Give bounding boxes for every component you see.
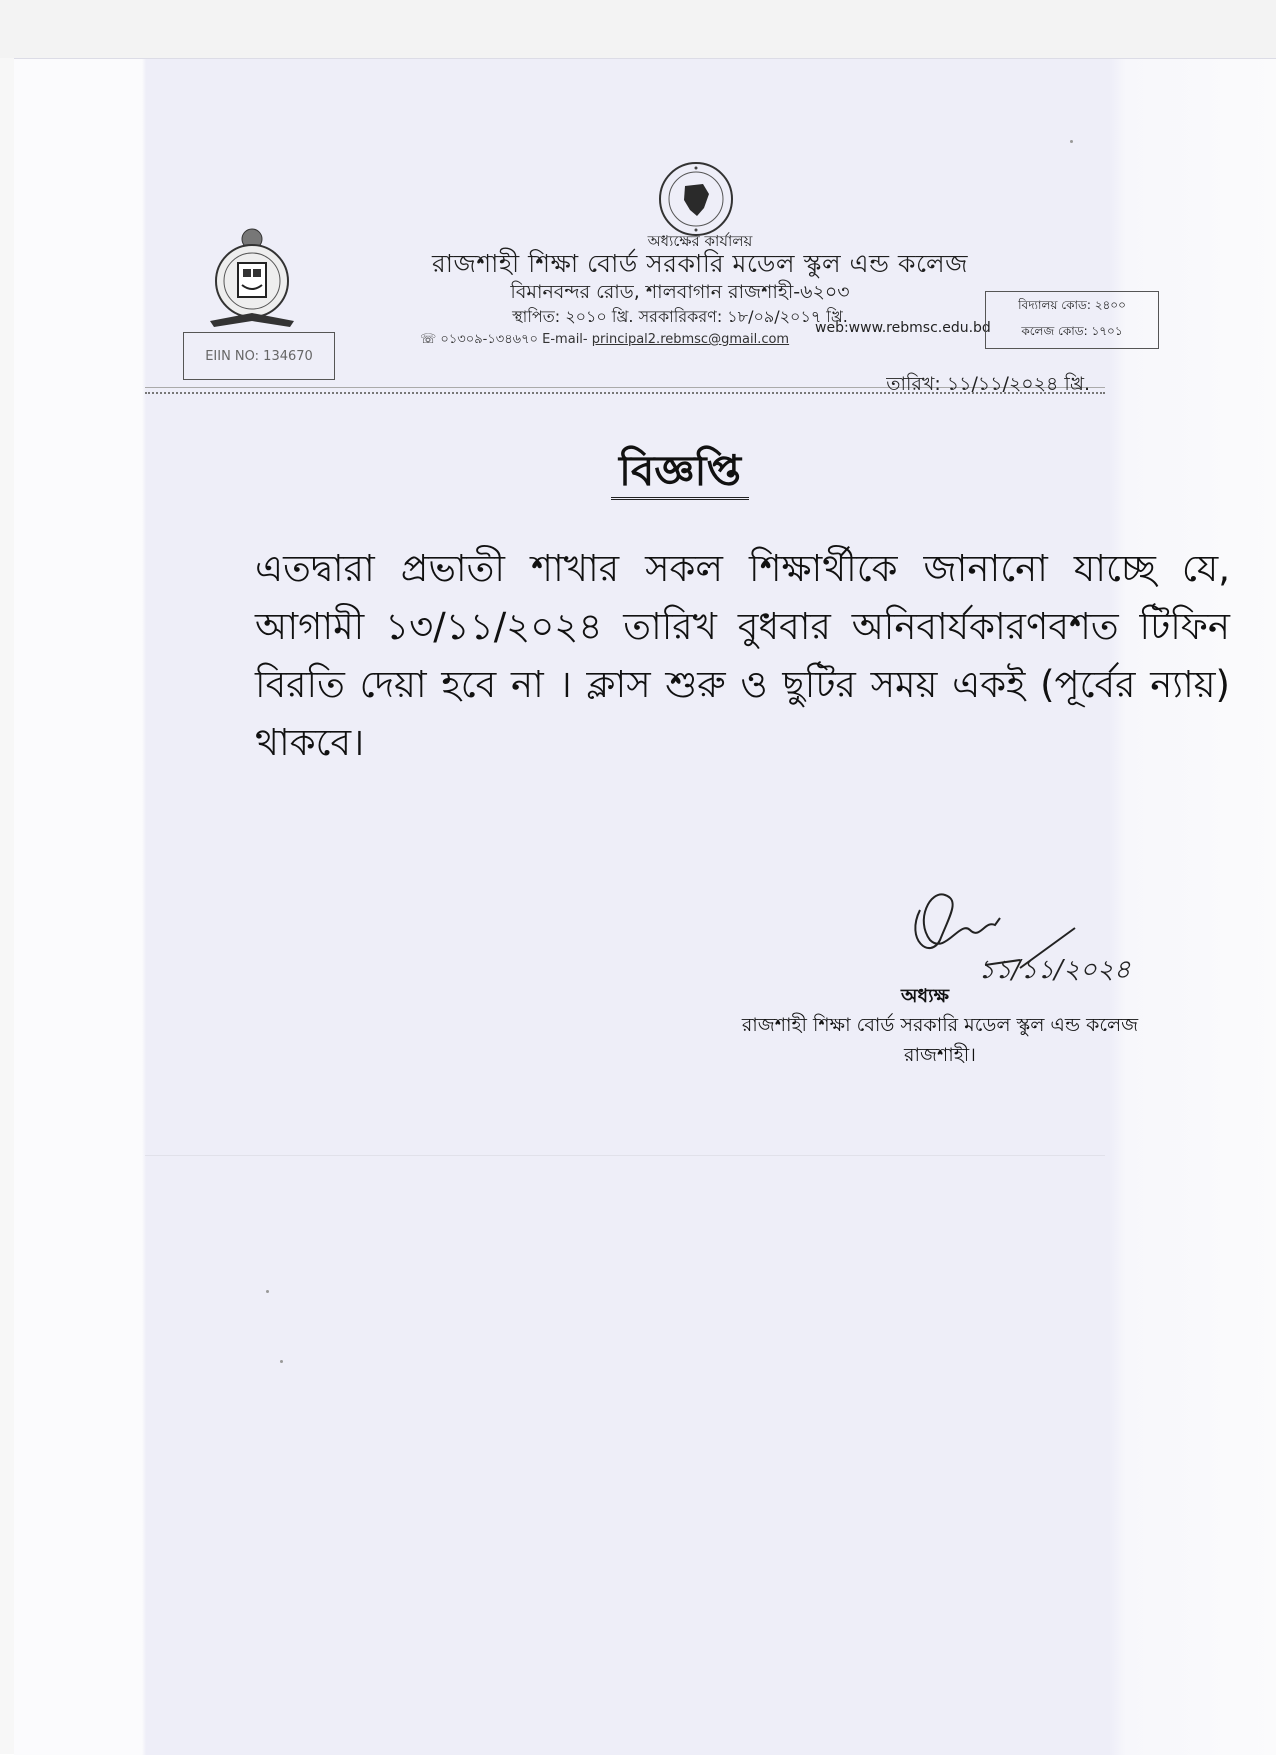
handwritten-date: ১১/১১/২০২৪ xyxy=(978,955,1131,985)
notice-title xyxy=(560,438,800,509)
eiin-number: EIIN NO: 134670 xyxy=(205,348,313,364)
phone-number: ০১৩০৯-১৩৪৬৭০ xyxy=(440,332,539,347)
signatory-title: অধ্যক্ষ xyxy=(900,985,949,1007)
school-code: বিদ্যালয় কোড: ২৪০০ xyxy=(1018,298,1126,312)
eiin-box xyxy=(183,332,335,380)
institute-address: বিমানবন্দর রোড, শালবাগান রাজশাহী-৬২০৩ xyxy=(510,281,850,303)
scan-margin-left xyxy=(0,58,14,1754)
notice-date: তারিখ: ১১/১১/২০২৪ খ্রি. xyxy=(886,373,1090,395)
scan-margin-top xyxy=(0,0,1276,58)
notice-title-text: বিজ্ঞপ্তি xyxy=(611,446,749,500)
signatory-organization xyxy=(700,1010,1180,1070)
institution-code-box xyxy=(985,291,1159,349)
contact-line xyxy=(420,330,789,351)
fold-line xyxy=(145,1155,1105,1156)
signatory-city: রাজশাহী। xyxy=(904,1044,976,1066)
office-label: অধ্যক্ষের কার্যালয় xyxy=(647,232,753,250)
email-prefix: E-mail- xyxy=(542,332,588,347)
college-code: কলেজ কোড: ১৭০১ xyxy=(1021,324,1123,338)
email-link[interactable]: principal2.rebmsc@gmail.com xyxy=(591,332,790,347)
government-seal-icon xyxy=(657,160,735,238)
notice-body: এতদ্বারা প্রভাতী শাখার সকল শিক্ষার্থীকে জানানো যাচ্ছে যে, আগামী ১৩/১১/২০২৪ তারিখ বুধবার অনিবার্যকারণবশত টিফিন বিরতি দেয়া হবে না । ক্লাস শুরু ও ছুটির সময় একই (পূর্বের ন্যায়) থাকবে। xyxy=(255,547,1230,764)
signature-icon xyxy=(900,880,1180,990)
signatory-org-name: রাজশাহী শিক্ষা বোর্ড সরকারি মডেল স্কুল এন্ড কলেজ xyxy=(741,1014,1139,1036)
phone-icon: ☏ xyxy=(420,332,437,347)
website-link[interactable]: web:www.rebmsc.edu.bd xyxy=(815,320,991,336)
scan-speck xyxy=(1070,140,1073,143)
scan-speck xyxy=(280,1360,283,1363)
scan-speck xyxy=(266,1290,269,1293)
institute-name: রাজশাহী শিক্ষা বোর্ড সরকারি মডেল স্কুল এন্ড কলেজ xyxy=(432,249,968,278)
established-info: স্থাপিত: ২০১০ খ্রি. সরকারিকরণ: ১৮/০৯/২০১৭ খ্রি. xyxy=(512,307,848,326)
